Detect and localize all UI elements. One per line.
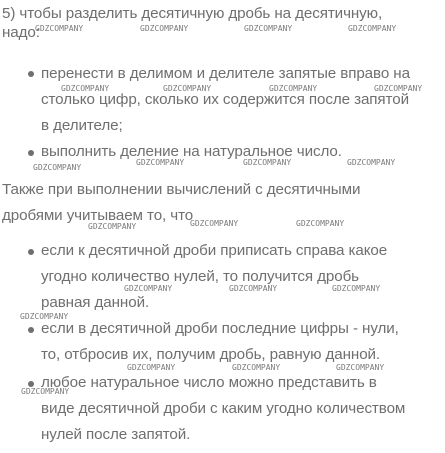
rule-5-line-2: надо: — [2, 24, 40, 41]
watermark: GDZCOMPANY — [332, 284, 381, 293]
bullet-1-line-2: столько цифр, сколько их содержится после запятой — [41, 91, 409, 108]
bullet-4-line-1: если в десятичной дроби последние цифры - нули, — [41, 320, 399, 337]
watermark: GDZCOMPANY — [269, 84, 318, 93]
bullet-5-line-2: виде десятичной дроби с каким угодно количеством — [41, 400, 406, 417]
watermark: GDZCOMPANY — [21, 387, 70, 396]
bullet-marker — [28, 249, 34, 255]
bullet-5-line-1: любое натуральное число можно представить в — [41, 374, 377, 391]
paragraph-line-1: Также при выполнении вычислений с десятичными — [2, 181, 361, 198]
bullet-5-line-3: нулей после запятой. — [41, 426, 191, 443]
bullet-marker — [28, 150, 34, 156]
watermark: GDZCOMPANY — [35, 24, 84, 33]
bullet-3-line-3: равная данной. — [41, 294, 150, 311]
rule-5-line-1: 5) чтобы разделить десятичную дробь на десятичную, — [2, 5, 383, 22]
watermark: GDZCOMPANY — [243, 158, 292, 167]
bullet-1-line-3: в делителе; — [41, 117, 123, 134]
watermark: GDZCOMPANY — [33, 163, 82, 172]
watermark: GDZCOMPANY — [190, 219, 239, 228]
watermark: GDZCOMPANY — [20, 312, 69, 321]
watermark: GDZCOMPANY — [124, 284, 173, 293]
bullet-marker — [28, 71, 34, 77]
bullet-4-line-2: то, отбросив их, получим дробь, равную данной. — [41, 346, 381, 363]
watermark: GDZCOMPANY — [229, 284, 278, 293]
bullet-3-line-2: угодно количество нулей, то получится дробь — [41, 268, 359, 285]
bullet-marker — [28, 327, 34, 333]
watermark: GDZCOMPANY — [127, 363, 176, 372]
bullet-1-line-1: перенести в делимом и делителе запятые вправо на — [41, 65, 410, 82]
watermark: GDZCOMPANY — [347, 158, 396, 167]
paragraph-line-2: дробями учитываем то, что — [2, 207, 194, 224]
watermark: GDZCOMPANY — [348, 24, 397, 33]
watermark: GDZCOMPANY — [163, 84, 212, 93]
bullet-3-line-1: если к десятичной дроби приписать справа какое — [41, 242, 388, 259]
watermark: GDZCOMPANY — [88, 222, 137, 231]
watermark: GDZCOMPANY — [244, 24, 293, 33]
watermark: GDZCOMPANY — [374, 84, 423, 93]
watermark: GDZCOMPANY — [232, 363, 281, 372]
watermark: GDZCOMPANY — [296, 219, 345, 228]
watermark: GDZCOMPANY — [336, 363, 385, 372]
watermark: GDZCOMPANY — [61, 84, 110, 93]
watermark: GDZCOMPANY — [140, 24, 189, 33]
watermark: GDZCOMPANY — [136, 158, 185, 167]
bullet-2-line-1: выполнить деление на натуральное число. — [41, 143, 342, 160]
